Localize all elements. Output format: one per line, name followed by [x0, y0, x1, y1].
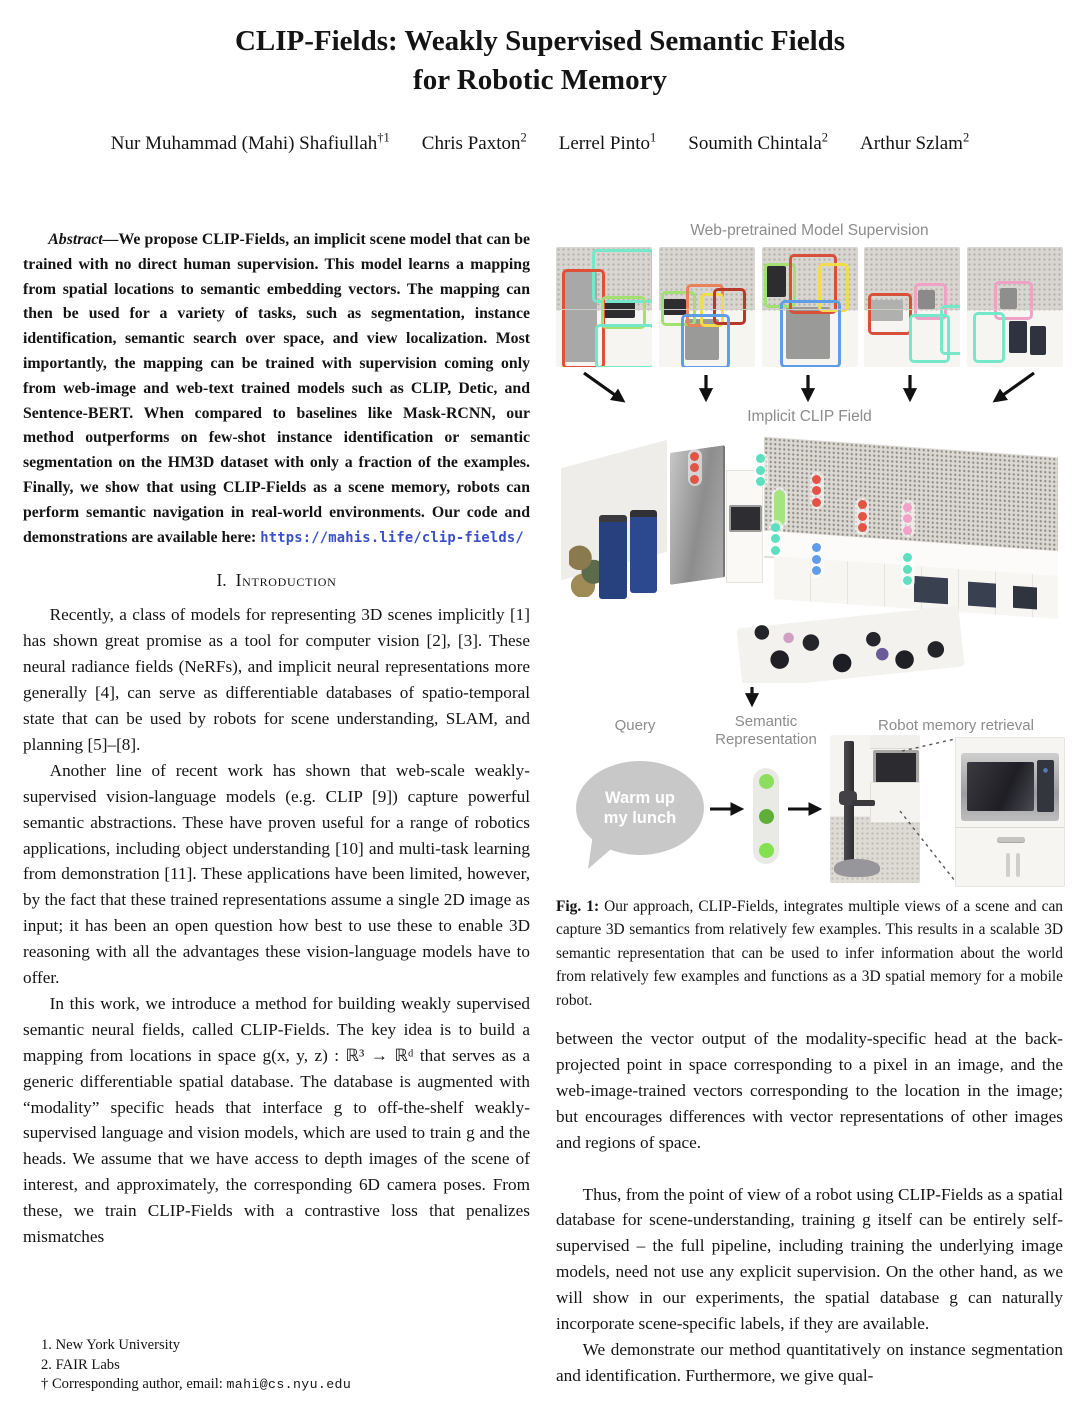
- title-line-1: CLIP-Fields: Weakly Supervised Semantic Fields: [234, 25, 846, 57]
- author-3: Lerrel Pinto$^1$: [558, 130, 657, 154]
- clip-field-dot-marker: [810, 472, 824, 509]
- figure-caption: Fig. 1: Our approach, CLIP-Fields, integrates multiple views of a scene and can capture 3D semantics from relatively few examples. This results in a scalable 3D semantic representation that can be used to infer information about the world from relatively few examples and functions as a 3D spatial memory for a mobile robot.: [556, 898, 1063, 1009]
- semantic-vector-pill: [753, 768, 779, 864]
- right-paragraph-2: Thus, from the point of view of a robot using CLIP-Fields as a spatial database for scene-understanding, training g itself can be entirely self-supervised – the full pipeline, including training the underlying image models, need not use any explicit supervision. On the other hand, as we will show in our experiments, the spatial database g can naturally incorporate scene-specific labels, if they are available.: [556, 1184, 1063, 1334]
- figure-supervision-label: Web-pretrained Model Supervision: [690, 222, 929, 239]
- detection-bounding-box: [973, 312, 1005, 364]
- figure-caption-lead: Fig. 1:: [556, 898, 600, 915]
- supervision-photo-3: [762, 247, 858, 367]
- scene-chairs: [744, 612, 967, 681]
- query-speech-bubble: Warm up my lunch: [576, 761, 704, 855]
- intro-paragraph-3: In this work, we introduce a method for building weakly supervised semantic neural fields, called CLIP-Fields. The key idea is to build a mapping from locations in space g(x, y, z) : ℝ³ → ℝᵈ that serves as a generic differentiable spatial database. The database is augmented with “modality” specific heads that interface g to off-the-shelf weakly-supervised language and vision models, which are used to train g and the heads. We assume that we have access to depth images of the scene of interest, and approximately, the corresponding 6D camera poses. From these, we train CLIP-Fields with a contrastive loss that penalizes mismatches: [23, 993, 530, 1247]
- section-heading-introduction: I. Introduction: [216, 570, 337, 591]
- right-arrow-icon: [786, 802, 828, 816]
- right-paragraph-3: We demonstrate our method quantitatively on instance segmentation and identification. Furthermore, we give qual-: [556, 1340, 1063, 1385]
- right-arrow-icon: [708, 802, 750, 816]
- footnote-1: 1. New York University: [41, 1337, 181, 1354]
- clip-field-dot-marker: [855, 498, 869, 535]
- photo-object: [1009, 321, 1026, 352]
- speech-bubble-tail: [588, 839, 618, 872]
- robot-photo-lower-cabinet: [870, 782, 920, 822]
- robot-arm: [852, 800, 875, 806]
- footnote-dagger: † Corresponding author, email: mahi@cs.nyu.edu: [41, 1376, 352, 1393]
- robot-photo: [830, 735, 920, 883]
- detection-bounding-box: [595, 324, 652, 367]
- clip-field-dot-marker: [754, 452, 768, 489]
- author-list: [0, 130, 1080, 155]
- project-url-link[interactable]: https://mahis.life/clip-fields/: [260, 529, 524, 546]
- implicit-clip-field-scene: [556, 429, 1063, 683]
- clip-field-dot-marker: [688, 449, 702, 486]
- down-arrow-icon: [744, 685, 760, 711]
- detection-bounding-box: [780, 300, 842, 367]
- supervision-photo-1: [556, 247, 652, 367]
- author-2: Chris Paxton$^2$: [421, 130, 527, 154]
- footnotes: [23, 1336, 351, 1395]
- clip-field-dot-marker: [769, 520, 783, 557]
- figure-1: [556, 222, 1063, 1012]
- clip-field-dot-marker: [901, 551, 915, 588]
- scene-microwave: [729, 505, 761, 532]
- abstract-lead: Abstract—: [48, 231, 119, 248]
- supervision-photo-4: [864, 247, 960, 367]
- title-line-2: for Robotic Memory: [413, 64, 667, 96]
- supervision-photo-2: [659, 247, 755, 367]
- scene-trash-bin: [599, 515, 627, 598]
- supervision-photo-row: [556, 247, 1063, 367]
- figure-field-label: Implicit CLIP Field: [747, 408, 872, 425]
- robot-base: [834, 859, 881, 877]
- clip-field-dot-marker: [901, 500, 915, 537]
- microwave-control-panel: [1037, 760, 1054, 812]
- intro-paragraph-2: Another line of recent work has shown that web-scale weakly-supervised vision-language models (e.g. CLIP [9]) capture powerful semantic abstractions. These have proven useful for a range of robotics applications, including object understanding [10] and multi-task learning from demonstration [11]. These applications have been limited, however, by the fact that these trained representations assume a single 2D image as input; it has been an open question how best to use these to enable 3D reasoning with all the advantages these vision-language models have to offer.: [23, 760, 530, 988]
- supervision-photo-5: [967, 247, 1063, 367]
- abstract-paragraph: [23, 228, 530, 550]
- microwave-closeup-photo: [955, 737, 1065, 887]
- cabinet-handle: [1006, 853, 1010, 877]
- robot-photo-microwave: [873, 750, 919, 786]
- abstract-body: We propose CLIP-Fields, an implicit scene model that can be trained with no direct human supervision. This model learns a mapping from spatial locations to semantic embedding vectors. The mapping can then be used for a variety of tasks, such as segmentation, instance identification, semantic search over space, and view localization. Most importantly, the mapping can be trained with supervision coming only from web-image and web-text trained models such as CLIP, Detic, and Sentence-BERT. When compared to baselines like Mask-RCNN, our method outperforms on few-shot instance identification or semantic segmentation on the HM3D dataset with only a fraction of the examples. Finally, we show that using CLIP-Fields as a scene memory, robots can perform semantic navigation in real-world environments. Our code and demonstrations are available here:: [23, 231, 530, 546]
- intro-paragraph-1: Recently, a class of models for representing 3D scenes implicitly [1] has shown great promise as a tool for computer vision [2], [3]. These neural radiance fields (NeRFs), and implicit neural representations more generally [4], can serve as differentiable databases of spatio-temporal state that can be used by robots for scene understanding, SLAM, and planning [5]–[8].: [23, 605, 530, 754]
- query-pipeline: [556, 713, 1063, 885]
- corresponding-email: mahi@cs.nyu.edu: [226, 1377, 352, 1393]
- clip-field-dot-marker: [810, 541, 824, 578]
- semantic-representation-label: Semantic Representation: [715, 713, 817, 748]
- scene-recycle-bin: [630, 510, 658, 593]
- footnote-2: 2. FAIR Labs: [41, 1356, 120, 1373]
- photo-object: [1030, 326, 1045, 355]
- robot-photo-cabinet: [870, 735, 920, 749]
- retrieval-label: Robot memory retrieval: [878, 717, 1034, 734]
- drawer-handle: [997, 837, 1025, 842]
- query-label: Query: [614, 717, 656, 734]
- detection-bounding-box: [681, 314, 730, 367]
- right-column: [556, 222, 1063, 1405]
- cabinet-seam: [956, 827, 1064, 828]
- left-column: [23, 222, 530, 1405]
- page-title: [0, 0, 1080, 100]
- down-arrows-icon: [556, 370, 1063, 408]
- author-1: Nur Muhammad (Mahi) Shafiullah$^{\dagger 1}$: [110, 130, 390, 154]
- author-4: Soumith Chintala$^2$: [688, 130, 829, 154]
- right-paragraph-1: between the vector output of the modality-specific head at the back-projected point in space corresponding to a pixel in an image, and the web-image-trained vectors corresponding to the location in the image; but encourages differences with vector representations of other images and regions of space.: [556, 1029, 1063, 1152]
- author-5: Arthur Szlam$^2$: [860, 130, 970, 154]
- cabinet-handle: [1016, 853, 1020, 877]
- microwave-window: [967, 762, 1034, 811]
- detection-bounding-box: [868, 293, 912, 335]
- detection-bounding-box: [940, 305, 960, 355]
